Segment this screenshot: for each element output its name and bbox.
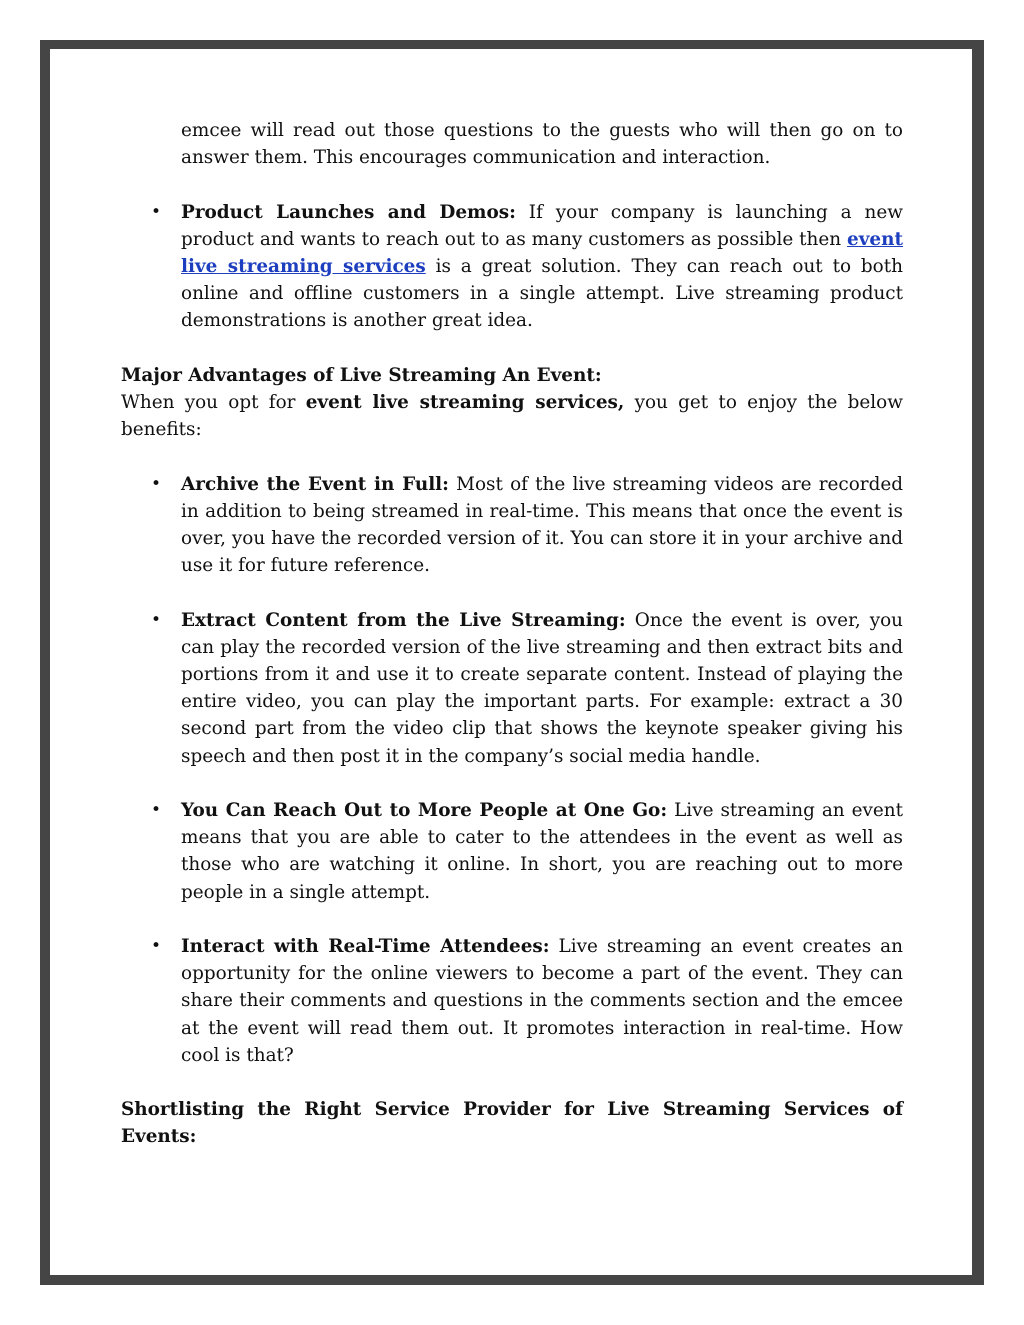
product-launch-list (121, 199, 903, 335)
list-item (121, 797, 903, 906)
advantage-title: You Can Reach Out to More People at One Go: (181, 800, 668, 821)
advantages-intro-bold: event live streaming services, (305, 392, 625, 413)
product-launch-text-before: If your company is launching a new product and wants to reach out to as many customers as possible then (181, 201, 903, 250)
bullet-icon: • (151, 609, 162, 630)
bullet-icon: • (151, 800, 162, 820)
advantage-text: Most of the live streaming videos are recorded in addition to being streamed in real-time. This means that once the event is over, you have the recorded version of it. You can store it in your archive and use it for future reference. (181, 473, 903, 577)
bullet-icon: • (151, 936, 162, 956)
advantages-heading: Major Advantages of Live Streaming An Event: (121, 364, 602, 386)
advantage-title: Interact with Real-Time Attendees: (181, 936, 550, 957)
advantages-intro (121, 389, 903, 443)
advantages-list (121, 471, 903, 1069)
final-heading: Shortlisting the Right Service Provider for Live Streaming Services of Events: (121, 1099, 903, 1148)
bullet-icon: • (151, 201, 162, 222)
advantage-title: Archive the Event in Full: (181, 473, 449, 495)
product-launch-text-after: is a great solution. They can reach out to both online and offline customers in a single attempt. Live streaming product demonstrations is another great idea. (181, 256, 903, 332)
intro-continuation: emcee will read out those questions to the guests who will then go on to answer them. This encourages communication and interaction. (181, 120, 903, 169)
list-item (121, 607, 903, 770)
document-body (121, 117, 903, 1151)
advantages-intro-before: When you opt for (121, 392, 306, 413)
advantage-text: Once the event is over, you can play the recorded version of the live streaming and then extract bits and portions from it and use it to create separate content. Instead of playing the entire video, you can play the important parts. For example: extract a 30 second part from the video clip that shows the keynote speaker giving his speech and then post it in the company’s social media handle. (181, 609, 904, 767)
bullet-icon: • (151, 473, 162, 494)
advantages-intro-after: you get to enjoy the below benefits: (121, 392, 903, 441)
advantage-text: Live streaming an event creates an opportunity for the online viewers to become a part of the event. They can share their comments and questions in the comments section and the emcee at the event will read them out. It promotes interaction in real-time. How cool is that? (181, 936, 903, 1066)
list-item-product-launch (121, 199, 903, 335)
list-item (121, 471, 903, 580)
event-live-streaming-link[interactable]: event live streaming services (181, 228, 903, 277)
list-item (121, 933, 903, 1069)
advantage-text: Live streaming an event means that you are able to cater to the attendees in the event as well as those who are watching it online. In short, you are reaching out to more people in a single attempt. (181, 800, 903, 903)
product-launch-title: Product Launches and Demos: (181, 201, 516, 223)
advantage-title: Extract Content from the Live Streaming: (181, 609, 626, 631)
